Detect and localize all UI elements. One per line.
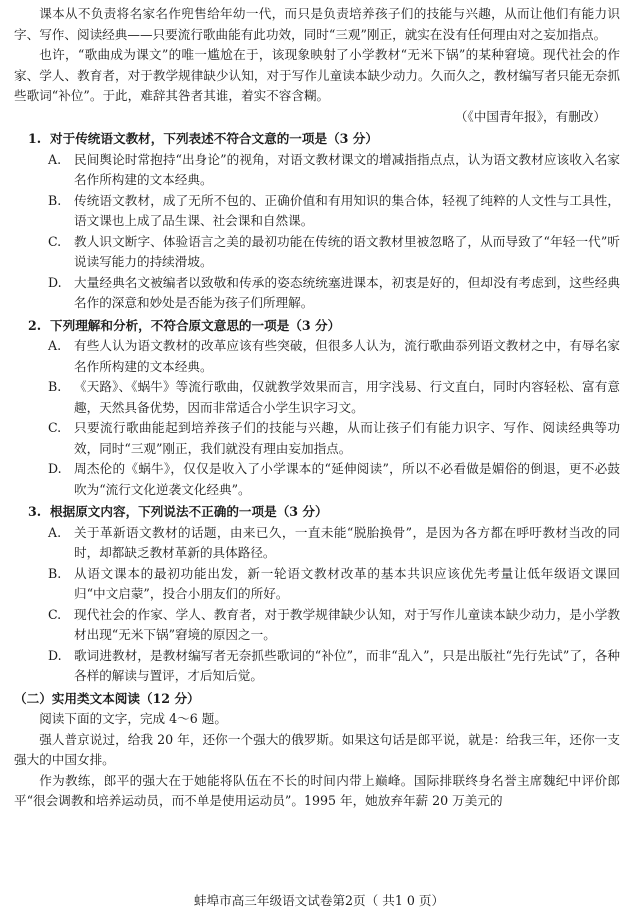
question-stem — [14, 316, 620, 337]
option-text: 只要流行歌曲能起到培养孩子们的技能与兴趣，从而让孩子们有能力识字、写作、阅读经典等功效，同时“三观”刚正，我们就没有理由妄加指点。 — [74, 420, 620, 456]
section-heading: （二）实用类文本阅读（12 分） — [14, 690, 200, 706]
option-text: 传统语文教材，成了无所不包的、正确价值和有用知识的集合体，轻视了纯粹的人文性与工具性，语文课也上成了品生课、社会课和自然课。 — [74, 192, 620, 228]
question-number: 1. — [28, 131, 42, 146]
option-text: 歌词进教材，是教材编写者无奈抓些歌词的“补位”，而非“乱入”，只是出版社“先行先试”了，各种各样的解读与置评，才后知后觉。 — [74, 647, 620, 683]
option-text: 现代社会的作家、学人、教育者，对于教学规律缺少认知，对于写作儿童读本缺少动力，是小学教材出现“无米下锅”窘境的原因之一。 — [74, 606, 620, 642]
answer-option — [14, 418, 620, 459]
option-label: C. — [48, 420, 62, 435]
source-citation: （《中国青年报》，有删改） — [454, 108, 606, 124]
answer-option — [14, 564, 620, 605]
passage-paragraph: 课本从不负责将名家名作兜售给年幼一代，而只是负责培养孩子们的技能与兴趣，从而让他们有能力识字、写作、阅读经典——只要流行歌曲能有此功效，同时“三观”刚正，就实在没有任何理由对之妄加指点。 — [14, 6, 620, 42]
page-footer: 蚌埠市高三年级语文试卷第2页（ 共1 0 页） — [193, 893, 445, 908]
option-text: 从语文课本的最初功能出发，新一轮语文教材改革的基本共识应该优先考量让低年级语文课回归“中文启蒙”，投合小朋友们的所好。 — [74, 565, 620, 601]
passage-paragraph: 强人普京说过，给我 20 年，还你一个强大的俄罗斯。如果这句话是郎平说，就是：给我三年，还你一支强大的中国女排。 — [14, 731, 620, 767]
question-number: 2. — [28, 317, 42, 333]
answer-option — [14, 605, 620, 646]
answer-option — [14, 459, 620, 500]
passage-paragraph: 也许，“歌曲成为课文”的唯一尴尬在于，该现象映射了小学教材“无米下锅”的某种窘境。现代社会的作家、学人、教育者，对于教学规律缺少认知，对于写作儿童读本缺少动力。久而久之，教材编写者只能无奈抓些歌词“补位”。于此，难辞其咎者其谁，着实不容含糊。 — [14, 47, 620, 103]
question-text: 根据原文内容，下列说法不正确的一项是（3 分） — [50, 504, 328, 519]
option-text: 周杰伦的《蜗牛》，仅仅是收入了小学课本的“延伸阅读”，所以不必看做是媚俗的倒退，更不必鼓吹为“流行文化逆袭文化经典”。 — [74, 461, 620, 497]
option-label: A. — [48, 524, 62, 540]
answer-option — [14, 232, 620, 273]
option-label: C. — [48, 233, 62, 249]
option-label: D. — [48, 461, 62, 476]
question-text: 对于传统语文教材，下列表述不符合文意的一项是（3 分） — [50, 131, 378, 146]
question-text: 下列理解和分析，不符合原文意思的一项是（3 分） — [50, 317, 341, 333]
answer-option — [14, 191, 620, 232]
option-label: B. — [48, 192, 62, 208]
answer-option — [14, 377, 620, 418]
option-label: D. — [48, 647, 62, 663]
answer-option — [14, 336, 620, 377]
option-label: B. — [48, 379, 62, 394]
question-number: 3. — [28, 504, 42, 519]
option-text: 民间舆论时常抱持“出身论”的视角，对语文教材课文的增减指指点点，认为语文教材应该收入名家名作所构建的文本经典。 — [74, 151, 620, 187]
option-text: 有些人认为语文教材的改革应该有些突破，但很多人认为，流行歌曲忝列语文教材之中，有辱名家名作所构建的文本经典。 — [74, 338, 620, 374]
answer-option — [14, 523, 620, 564]
answer-option — [14, 273, 620, 314]
option-text: 大量经典名文被编者以致敬和传承的姿态统统塞进课本，初衷是好的，但却没有考虑到，这些经典名作的深意和妙处是否能为孩子们所理解。 — [74, 274, 620, 310]
option-label: A. — [48, 151, 62, 167]
passage-paragraph: 作为教练，郎平的强大在于她能将队伍在不长的时间内带上巅峰。国际排联终身名誉主席魏纪中评价郎平“很会调教和培养运动员，而不单是使用运动员”。1995 年，她放弃年薪 20 万美元的 — [14, 772, 620, 808]
option-label: D. — [48, 274, 62, 290]
answer-option — [14, 150, 620, 191]
option-text: 教人识文断字、体验语言之美的最初功能在传统的语文教材里被忽略了，从而导致了“年轻一代”听说读写能力的持续滑坡。 — [74, 233, 620, 269]
answer-option — [14, 646, 620, 687]
question-stem — [14, 502, 620, 523]
option-label: A. — [48, 338, 62, 353]
option-label: B. — [48, 565, 62, 581]
option-text: 《天路》、《蜗牛》等流行歌曲，仅就教学效果而言，用字浅易、行文直白，同时内容轻松、富有意趣，天然具备优势，因而非常适合小学生识字习文。 — [74, 379, 620, 415]
option-label: C. — [48, 606, 62, 622]
option-text: 关于革新语文教材的话题，由来已久，一直未能“脱胎换骨”，是因为各方都在呼吁教材当改的同时，却都缺乏教材革新的具体路径。 — [74, 524, 620, 560]
section-instruction: 阅读下面的文字，完成 4～6 题。 — [39, 711, 227, 726]
question-stem — [14, 129, 620, 150]
